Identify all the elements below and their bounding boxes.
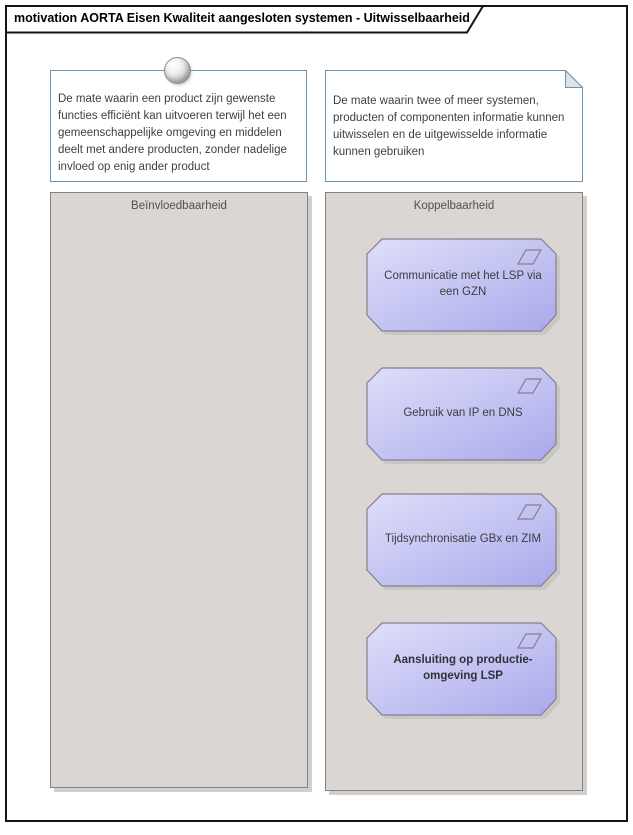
group-beinvloedbaarheid[interactable] xyxy=(50,192,308,788)
sphere-icon xyxy=(164,57,191,84)
requirement-tijdsynchronisatie-gbx-zim[interactable] xyxy=(366,493,564,593)
requirement-label: Communicatie met het LSP via een GZN xyxy=(384,270,542,298)
diagram-title: motivation AORTA Eisen Kwaliteit aangesloten systemen - Uitwisselbaarheid xyxy=(14,11,470,25)
note-text: De mate waarin twee of meer systemen, producten of componenten informatie kunnen uitwisselen en de uitgewisselde informatie kunnen gebruiken xyxy=(333,95,565,158)
requirement-label: Gebruik van IP en DNS xyxy=(403,407,523,419)
requirement-communicatie-lsp-gzn[interactable] xyxy=(366,238,564,338)
requirement-label: Aansluiting op productie-omgeving LSP xyxy=(393,654,533,682)
requirement-aansluiting-productie-lsp[interactable] xyxy=(366,622,564,722)
group-label: Koppelbaarheid xyxy=(413,200,495,212)
note-beinvloedbaarheid-definition[interactable] xyxy=(50,70,307,182)
group-label: Beïnvloedbaarheid xyxy=(131,200,227,212)
requirement-label: Tijdsynchronisatie GBx en ZIM xyxy=(384,533,542,545)
note-koppelbaarheid-definition[interactable] xyxy=(325,70,583,182)
note-text: De mate waarin een product zijn gewenste functies efficiënt kan uitvoeren terwijl het een gemeenschappelijke omgeving en middelen deelt met andere producten, zonder nadelige invloed op enig ander product xyxy=(58,93,287,173)
requirement-gebruik-ip-dns[interactable] xyxy=(366,367,564,467)
